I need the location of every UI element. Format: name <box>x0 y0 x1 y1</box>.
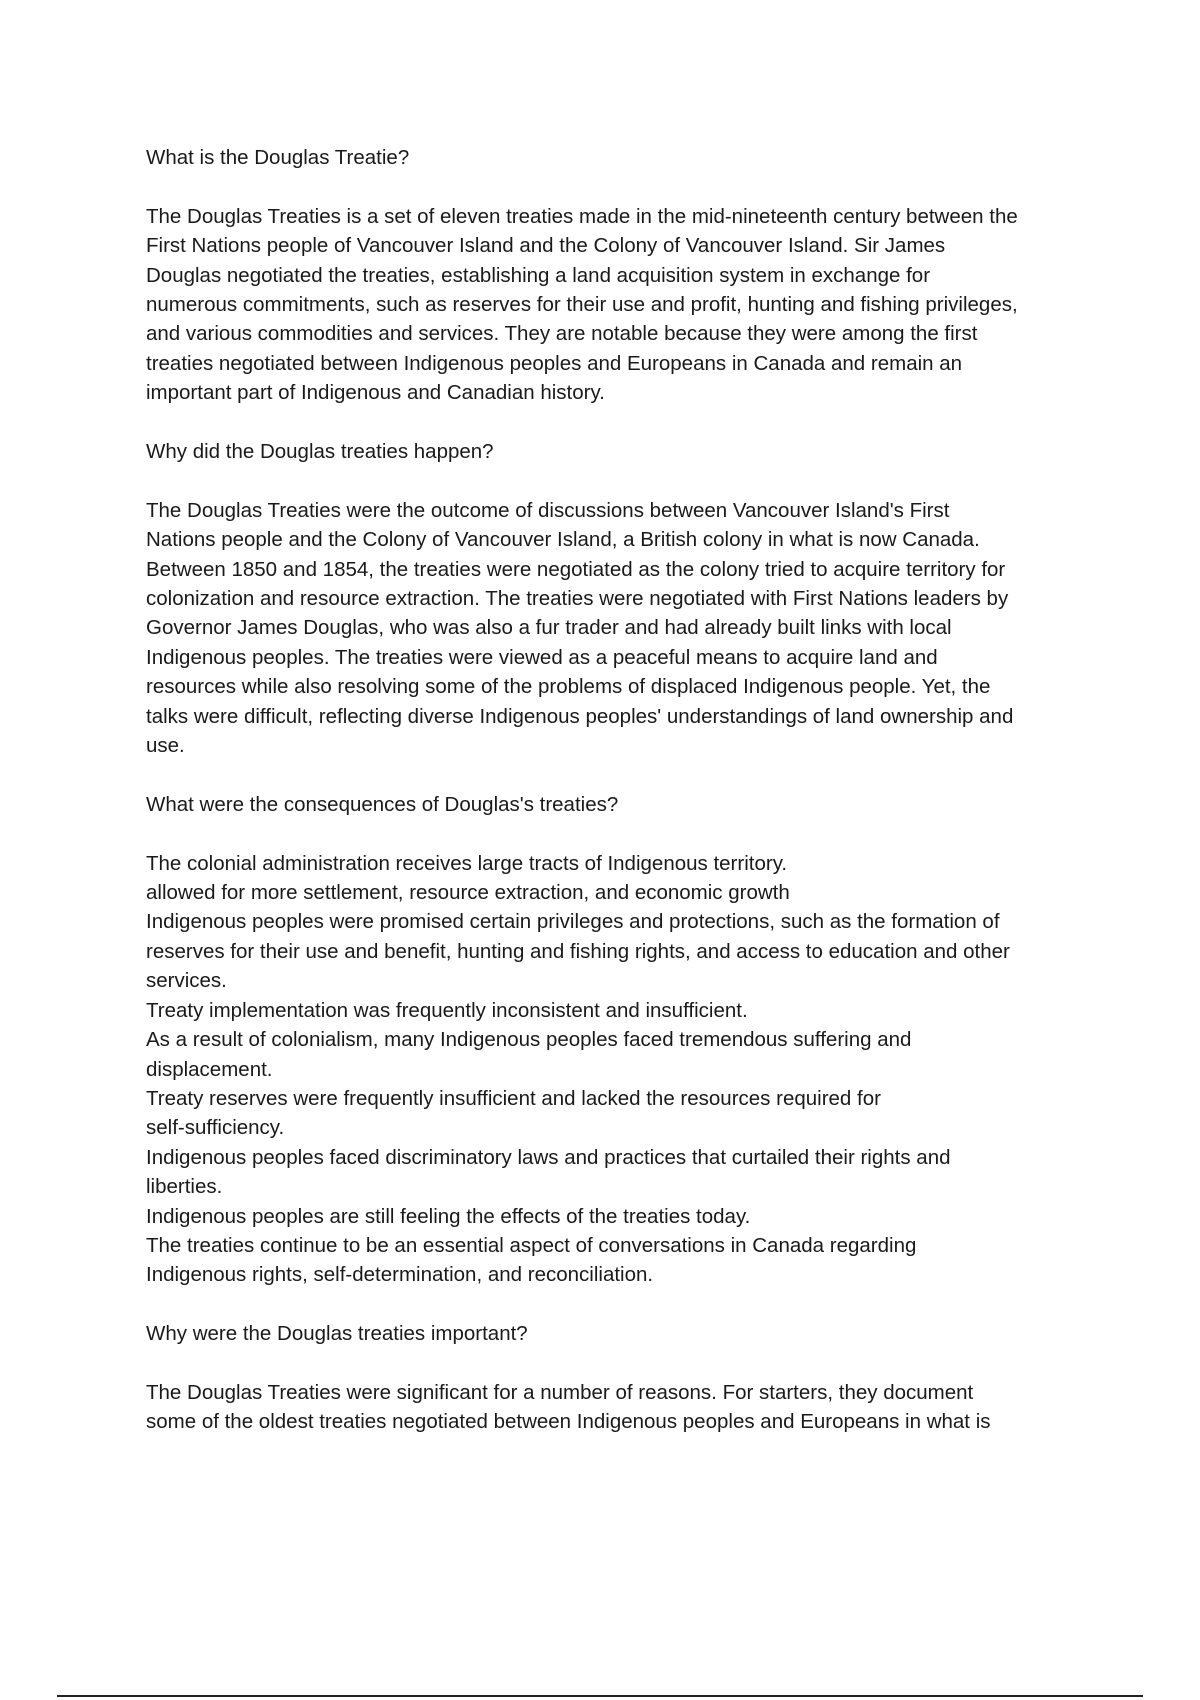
paragraph-line: resources while also resolving some of the problems of displaced Indigenous people. Yet, the <box>146 675 991 699</box>
section-heading <box>146 790 1096 819</box>
heading-text: What were the consequences of Douglas's treaties? <box>146 792 619 816</box>
paragraph-line: The Douglas Treaties were significant for a number of reasons. For starters, they document <box>146 1380 974 1404</box>
heading-text: What is the Douglas Treatie? <box>146 146 410 169</box>
paragraph-line: As a result of colonialism, many Indigenous peoples faced tremendous suffering and <box>146 1028 912 1052</box>
paragraph-line: Treaty implementation was frequently inconsistent and insufficient. <box>146 998 748 1022</box>
paragraph-line: numerous commitments, such as reserves for their use and profit, hunting and fishing privileges, <box>146 293 1018 317</box>
section-heading <box>146 1319 1096 1348</box>
paragraph-line: reserves for their use and benefit, hunting and fishing rights, and access to education and other <box>146 939 1010 963</box>
paragraph-line: use. <box>146 734 185 758</box>
paragraph-line: talks were difficult, reflecting diverse Indigenous peoples' understandings of land ownership and <box>146 704 1014 728</box>
paragraph-line: services. <box>146 969 227 993</box>
section-paragraph <box>146 849 1096 1290</box>
paragraph-line: allowed for more settlement, resource extraction, and economic growth <box>146 881 790 905</box>
paragraph-line: Treaty reserves were frequently insufficient and lacked the resources required for <box>146 1086 881 1110</box>
paragraph-line: Indigenous peoples. The treaties were viewed as a peaceful means to acquire land and <box>146 645 938 669</box>
paragraph-line: Nations people and the Colony of Vancouver Island, a British colony in what is now Canada. <box>146 528 980 552</box>
paragraph-line: displacement. <box>146 1057 273 1081</box>
section-paragraph <box>146 1378 1096 1437</box>
section-paragraph <box>146 496 1096 761</box>
document-page <box>146 143 1096 1466</box>
paragraph-line: self-sufficiency. <box>146 1116 285 1140</box>
paragraph-line: The colonial administration receives large tracts of Indigenous territory. <box>146 851 788 875</box>
paragraph-line: The treaties continue to be an essential aspect of conversations in Canada regarding <box>146 1233 917 1257</box>
heading-text: Why were the Douglas treaties important? <box>146 1322 528 1346</box>
paragraph-line: some of the oldest treaties negotiated between Indigenous peoples and Europeans in what is <box>146 1410 991 1434</box>
section-paragraph <box>146 202 1096 408</box>
paragraph-line: Douglas negotiated the treaties, establishing a land acquisition system in exchange for <box>146 263 931 287</box>
section-heading <box>146 143 1096 172</box>
paragraph-line: The Douglas Treaties were the outcome of discussions between Vancouver Island's First <box>146 498 950 522</box>
paragraph-line: Indigenous peoples faced discriminatory laws and practices that curtailed their rights and <box>146 1145 951 1169</box>
paragraph-line: liberties. <box>146 1175 223 1199</box>
paragraph-line: The Douglas Treaties is a set of eleven treaties made in the mid-nineteenth century between the <box>146 204 1018 228</box>
page-bottom-divider <box>57 1695 1143 1697</box>
paragraph-line: Between 1850 and 1854, the treaties were negotiated as the colony tried to acquire territory for <box>146 557 1006 581</box>
paragraph-line: treaties negotiated between Indigenous peoples and Europeans in Canada and remain an <box>146 351 963 375</box>
paragraph-line: colonization and resource extraction. The treaties were negotiated with First Nations leaders by <box>146 587 1009 611</box>
paragraph-line: Indigenous peoples were promised certain privileges and protections, such as the formation of <box>146 910 1000 934</box>
heading-text: Why did the Douglas treaties happen? <box>146 440 494 464</box>
section-heading <box>146 437 1096 466</box>
paragraph-line: important part of Indigenous and Canadian history. <box>146 381 605 405</box>
paragraph-line: Indigenous rights, self-determination, and reconciliation. <box>146 1263 654 1287</box>
paragraph-line: Indigenous peoples are still feeling the effects of the treaties today. <box>146 1204 751 1228</box>
paragraph-line: First Nations people of Vancouver Island and the Colony of Vancouver Island. Sir James <box>146 234 946 258</box>
paragraph-line: Governor James Douglas, who was also a fur trader and had already built links with local <box>146 616 952 640</box>
paragraph-line: and various commodities and services. They are notable because they were among the first <box>146 322 978 346</box>
